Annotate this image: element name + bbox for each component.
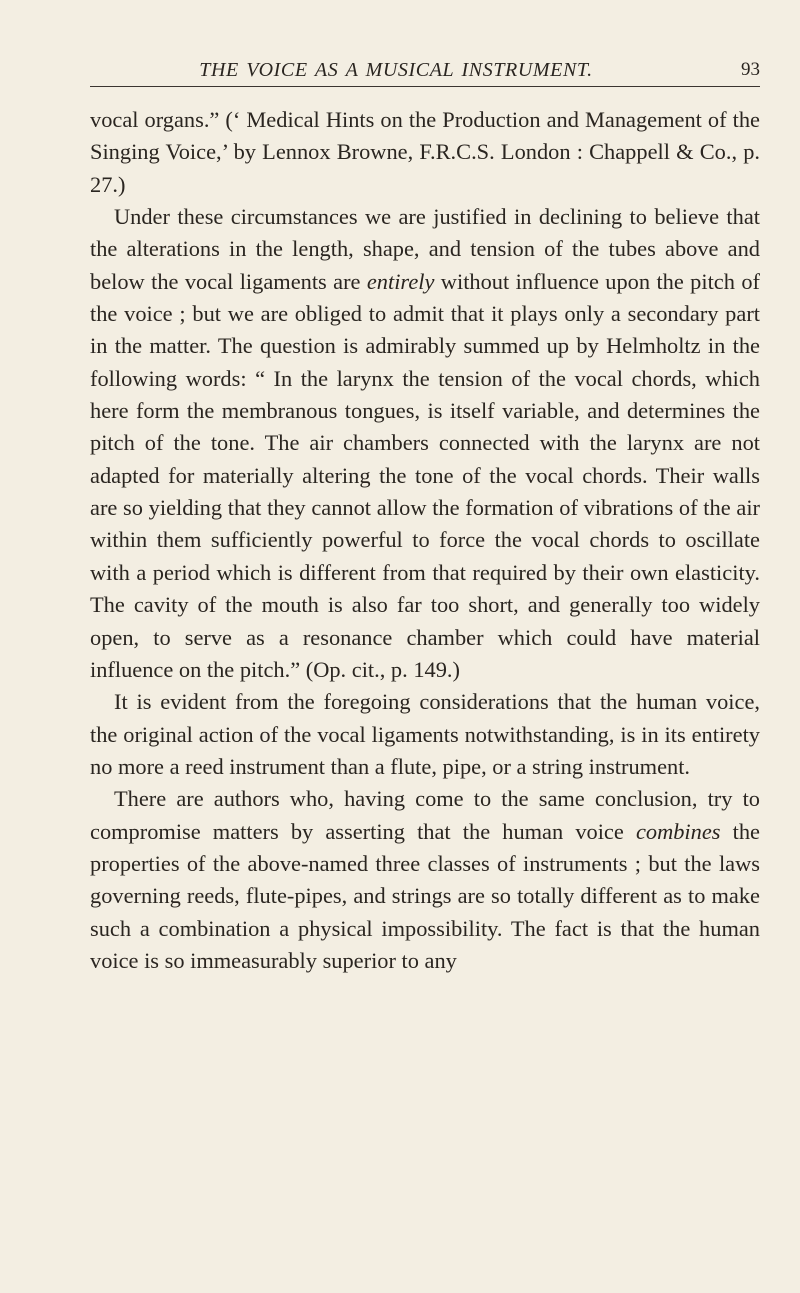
paragraph-text: without influence upon the pitch of the voice ; but we are obliged to admit that it plays only a secondary part in the matter. The question is admirably summed up by Helmholtz in the following words: “ In the larynx the tension of the vocal chords, which here form the membranous tongues, is itself variable, and determines the pitch of the tone. The air chambers connected with the larynx are not adapted for materially altering the tone of the vocal chords. Their walls are so yielding that they cannot allow the formation of vibrations of the air within them sufficiently powerful to force the vocal chords to oscillate with a period which is different from that required by their own elasticity. The cavity of the mouth is also far too short, and generally too widely open, to serve as a resonance chamber which could have material influence on the pitch.” (Op. cit., p. 149.) bbox=[90, 268, 760, 682]
paragraph-continued bbox=[90, 104, 760, 201]
paragraph-text: vocal organs.” (‘ Medical Hints on the Production and Management of the Singing Voice,’ by Lennox Browne, F.R.C.S. London : Chappell & Co., p. 27.) bbox=[90, 107, 760, 197]
paragraph-text: It is evident from the foregoing considerations that the human voice, the original action of the vocal ligaments notwithstanding, is in its entirety no more a reed instrument than a flute, pipe, or a string instrument. bbox=[90, 689, 760, 779]
running-title: THE VOICE AS A MUSICAL INSTRUMENT. bbox=[199, 59, 593, 81]
running-head bbox=[90, 56, 760, 87]
page-number: 93 bbox=[741, 59, 760, 80]
paragraph-text: There are authors who, having come to the same conclusion, try to compromise matters by asserting that the human voice bbox=[90, 786, 760, 844]
emphasis-text: combines bbox=[635, 818, 721, 844]
paragraph-text: the properties of the above-named three classes of instruments ; but the laws governing reeds, flute-pipes, and strings are so totally different as to make such a combination a physical impossibility. The fact is that the human voice is so immeasurably superior to any bbox=[90, 818, 760, 973]
paragraph bbox=[90, 201, 760, 686]
emphasis-text: entirely bbox=[366, 268, 435, 294]
paragraph bbox=[90, 783, 760, 977]
body-text bbox=[90, 104, 760, 977]
paragraph-text: Under these circumstances we are justified in declining to believe that the alterations in the length, shape, and tension of the tubes above and below the vocal ligaments are bbox=[90, 204, 760, 294]
paragraph bbox=[90, 686, 760, 783]
